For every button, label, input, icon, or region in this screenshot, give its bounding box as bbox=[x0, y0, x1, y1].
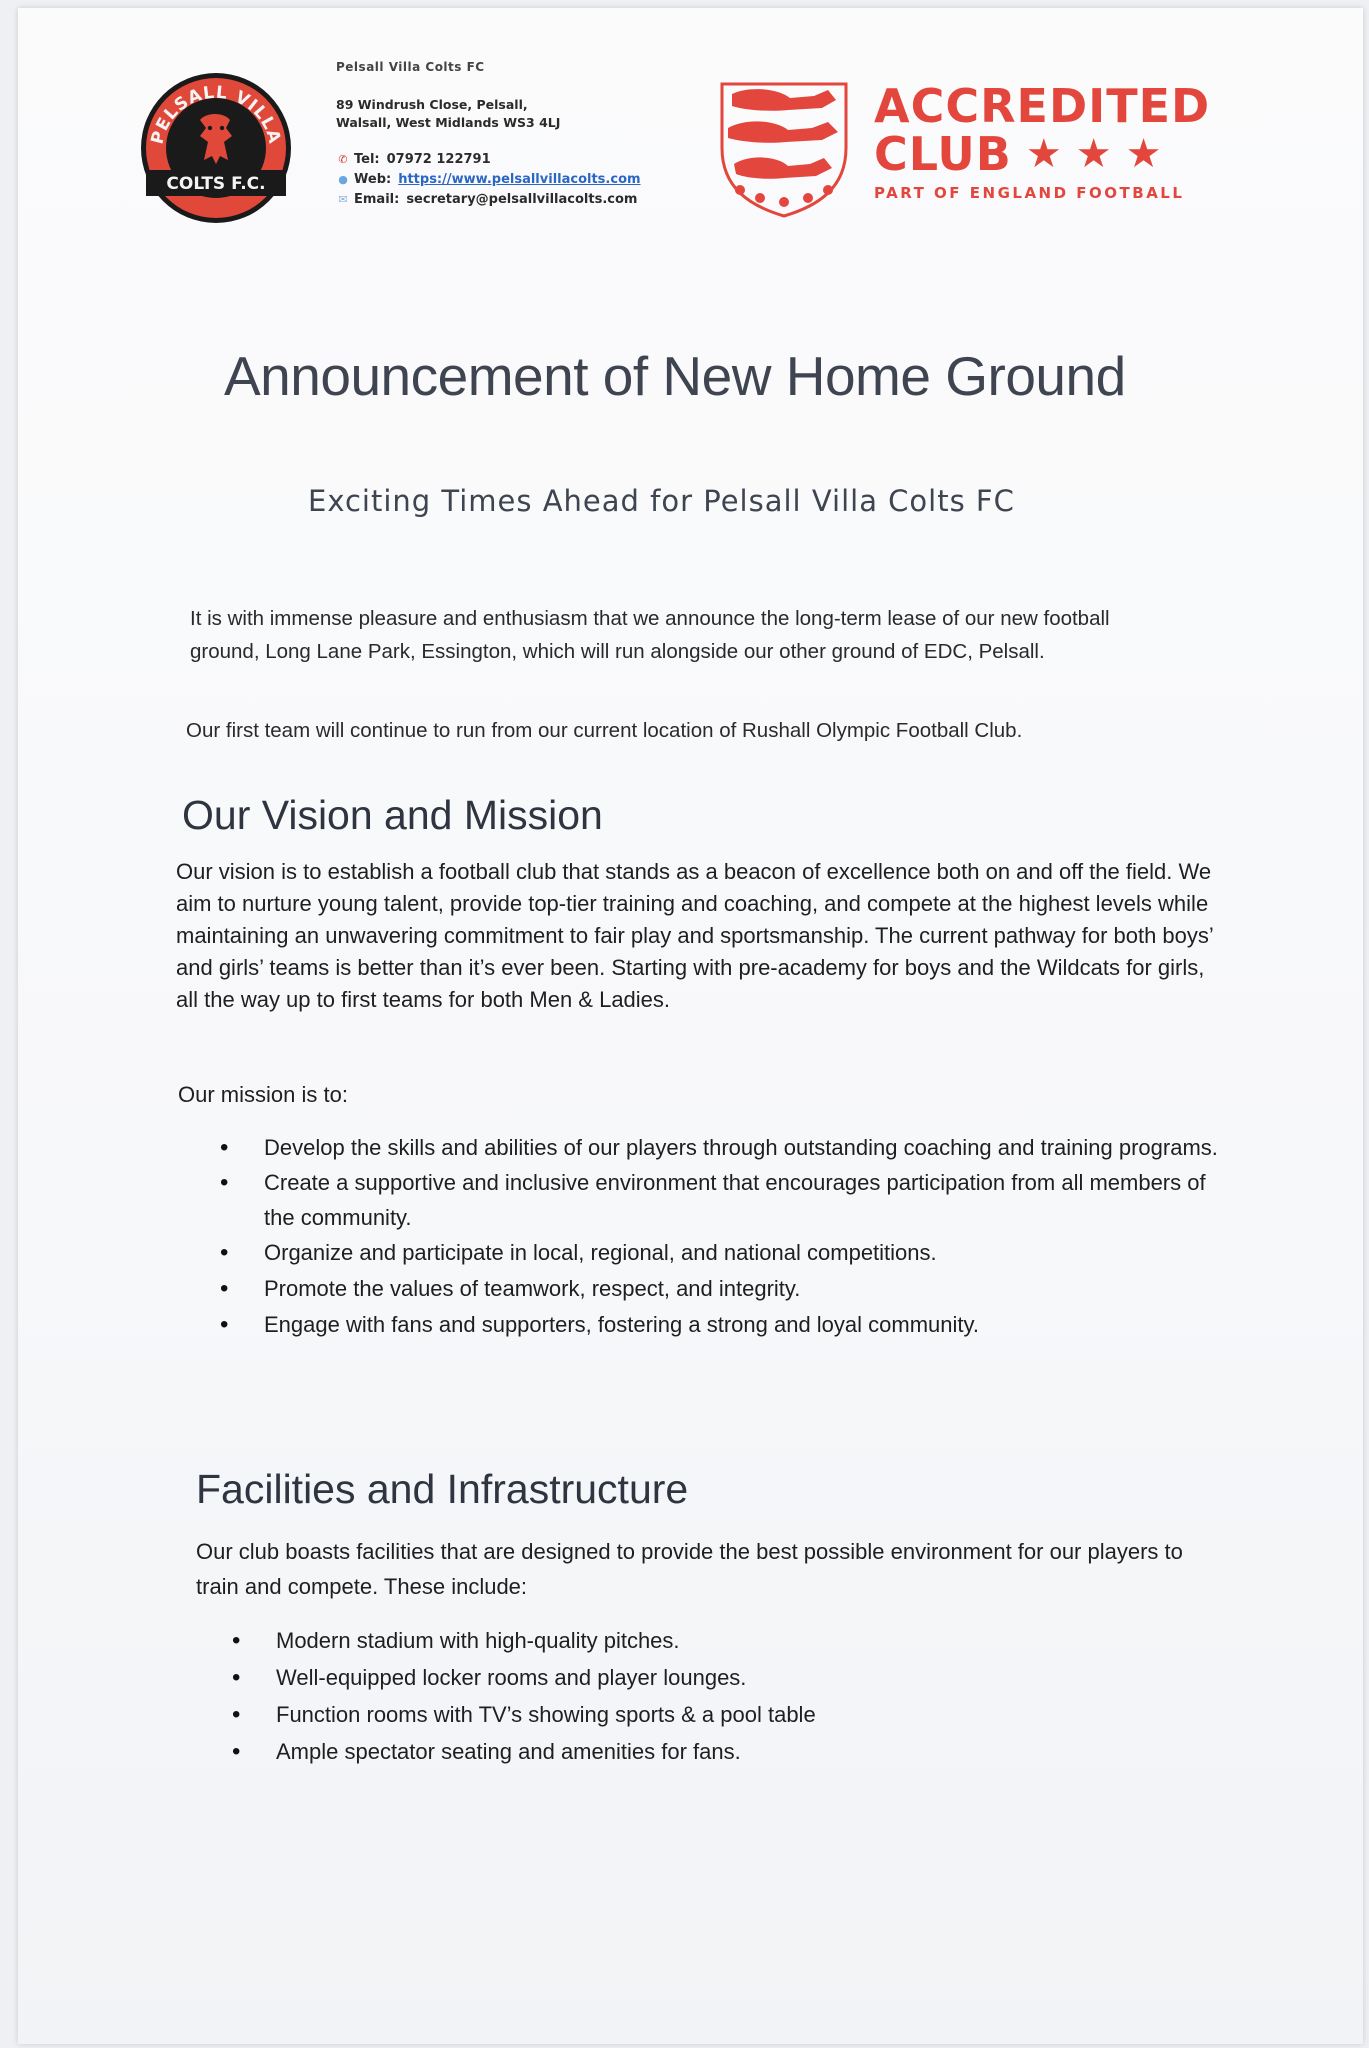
email-address: secretary@pelsallvillacolts.com bbox=[406, 192, 638, 207]
list-item: • Promote the values of teamwork, respect, and integrity. bbox=[220, 1271, 1220, 1307]
document-title: Announcement of New Home Ground bbox=[224, 345, 1126, 407]
intro-paragraph-2: Our first team will continue to run from our current location of Rushall Olympic Football Club. bbox=[186, 719, 1023, 742]
list-item: • Well-equipped locker rooms and player lounges. bbox=[232, 1659, 1212, 1696]
phone-icon: ✆ bbox=[338, 153, 348, 166]
vision-heading: Our Vision and Mission bbox=[182, 792, 603, 838]
document-subtitle: Exciting Times Ahead for Pelsall Villa Colts FC bbox=[308, 484, 1015, 518]
facilities-heading: Facilities and Infrastructure bbox=[196, 1466, 689, 1512]
club-crest-logo bbox=[140, 72, 292, 224]
telephone-number: 07972 122791 bbox=[386, 152, 491, 167]
document-page bbox=[18, 8, 1363, 2044]
website-link[interactable]: https://www.pelsallvillacolts.com bbox=[398, 172, 641, 187]
email-line: ✉ Email: secretary@pelsallvillacolts.com bbox=[336, 190, 716, 210]
telephone-line: ✆ Tel: 07972 122791 bbox=[336, 150, 716, 170]
mission-list bbox=[220, 1130, 1220, 1343]
globe-icon: ● bbox=[338, 173, 348, 186]
facilities-paragraph: Our club boasts facilities that are designed to provide the best possible environment for our players to train and compete. These include: bbox=[196, 1539, 1183, 1599]
three-lions-shield-icon bbox=[718, 78, 850, 218]
list-item: • Ample spectator seating and amenities for fans. bbox=[232, 1733, 1212, 1770]
list-item: • Organize and participate in local, regional, and national competitions. bbox=[220, 1235, 1220, 1271]
svg-text:PELSALL VILLA: PELSALL VILLA bbox=[147, 82, 285, 147]
accredited-club-badge: ACCREDITED CLUB ★★★ PART OF ENGLAND FOOTBALL bbox=[874, 79, 1211, 202]
intro-paragraph: It is with immense pleasure and enthusiasm that we announce the long-term lease of our new football ground, Long Lane Park, Essington, which will run alongside our other ground of EDC, Pelsall. bbox=[190, 607, 1110, 663]
list-item: • Engage with fans and supporters, fostering a strong and loyal community. bbox=[220, 1307, 1220, 1343]
club-name: Pelsall Villa Colts FC bbox=[336, 60, 485, 74]
website-line: ● Web: https://www.pelsallvillacolts.com bbox=[336, 170, 716, 190]
envelope-icon: ✉ bbox=[338, 193, 348, 206]
list-item: • Develop the skills and abilities of our players through outstanding coaching and training programs. bbox=[220, 1130, 1220, 1165]
star-icon: ★★★ bbox=[1025, 131, 1176, 177]
svg-text:COLTS F.C.: COLTS F.C. bbox=[166, 174, 266, 194]
mission-intro: Our mission is to: bbox=[178, 1082, 348, 1107]
list-item: • Function rooms with TV’s showing sports & a pool table bbox=[232, 1696, 1212, 1733]
list-item: • Modern stadium with high-quality pitches. bbox=[232, 1622, 1212, 1659]
list-item: • Create a supportive and inclusive environment that encourages participation from all members of the community. bbox=[220, 1165, 1220, 1235]
club-address: 89 Windrush Close, Pelsall, Walsall, West Midlands WS3 4LJ bbox=[336, 97, 561, 130]
facilities-list bbox=[232, 1622, 1212, 1770]
club-contact-block bbox=[336, 60, 716, 210]
vision-paragraph: Our vision is to establish a football club that stands as a beacon of excellence both on and off the field. We aim to nurture young talent, provide top-tier training and coaching, and compete at the highest levels while maintaining an unwavering commitment to fair play and sportsmanship. The current pathway for both boys’ and girls’ teams is better than it’s ever been. Starting with pre-academy for boys and the Wildcats for girls, all the way up to first teams for both Men & Ladies. bbox=[176, 859, 1213, 1012]
